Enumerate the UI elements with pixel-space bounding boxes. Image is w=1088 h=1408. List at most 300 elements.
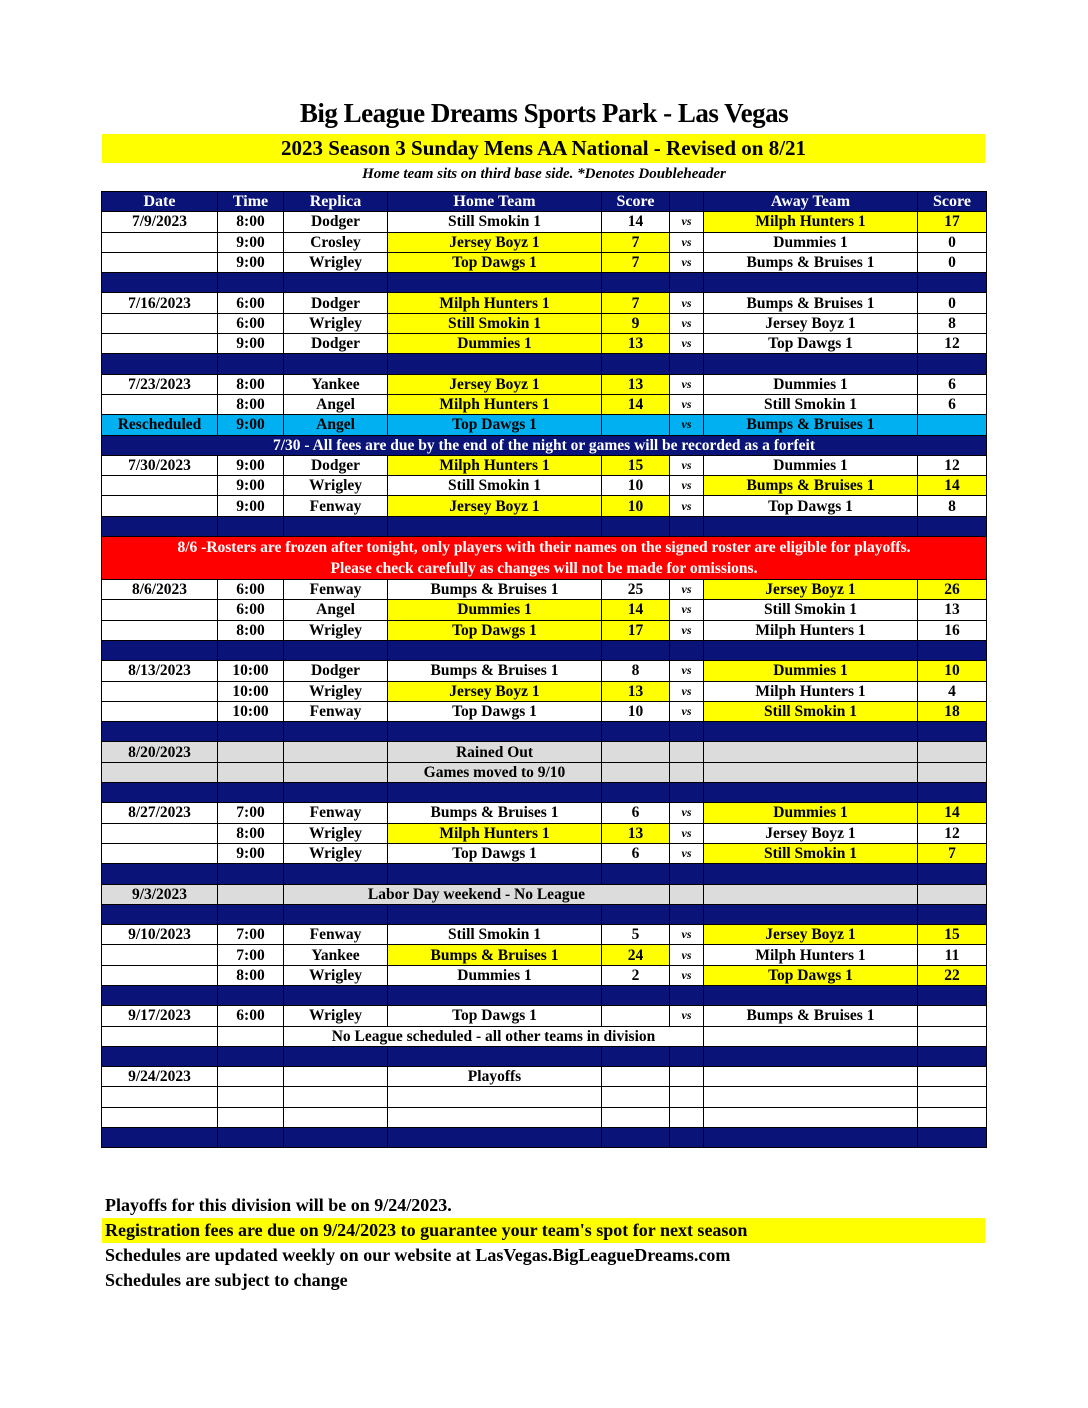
away-score: 0: [918, 252, 987, 272]
home-score: 7: [602, 293, 670, 313]
separator-cell: [602, 640, 670, 660]
home-score: 9: [602, 313, 670, 333]
playoffs-note: Playoffs for this division will be on 9/24/2023.: [105, 1195, 452, 1215]
game-date: Rescheduled: [102, 415, 218, 435]
separator-cell: [218, 1046, 284, 1066]
game-row: [102, 1006, 987, 1026]
home-score: 7: [602, 232, 670, 252]
empty-cell: [704, 742, 918, 762]
separator-cell: [102, 516, 218, 536]
game-date: [102, 681, 218, 701]
away-team: Bumps & Bruises 1: [704, 1006, 918, 1026]
away-team: Bumps & Bruises 1: [704, 476, 918, 496]
field-replica: Dodger: [284, 293, 388, 313]
separator-cell: [602, 516, 670, 536]
game-time: 6:00: [218, 1006, 284, 1026]
empty-cell: [918, 1107, 987, 1127]
away-score: 26: [918, 580, 987, 600]
field-replica: Wrigley: [284, 965, 388, 985]
game-time: 6:00: [218, 313, 284, 333]
empty-cell: [704, 1087, 918, 1107]
header-replica: Replica: [284, 192, 388, 212]
away-team: Milph Hunters 1: [704, 212, 918, 232]
empty-cell: [704, 1067, 918, 1087]
empty-cell: [218, 1107, 284, 1127]
away-team: Milph Hunters 1: [704, 620, 918, 640]
separator-cell: [602, 904, 670, 924]
separator-cell: [218, 354, 284, 374]
empty-cell: [602, 1107, 670, 1127]
field-replica: Dodger: [284, 334, 388, 354]
separator-cell: [218, 516, 284, 536]
away-team: Jersey Boyz 1: [704, 580, 918, 600]
separator-cell: [704, 640, 918, 660]
home-score: 14: [602, 394, 670, 414]
away-score: 16: [918, 620, 987, 640]
separator-cell: [602, 985, 670, 1005]
game-date: [102, 252, 218, 272]
empty-cell: [218, 1087, 284, 1107]
away-score: 10: [918, 661, 987, 681]
week-separator: [102, 864, 987, 884]
game-time: 9:00: [218, 232, 284, 252]
separator-cell: [284, 864, 388, 884]
holiday-row: [102, 884, 987, 904]
home-team: Top Dawgs 1: [388, 701, 602, 721]
game-date: 7/9/2023: [102, 212, 218, 232]
home-score: 7: [602, 252, 670, 272]
game-time: 7:00: [218, 803, 284, 823]
separator-cell: [670, 864, 704, 884]
home-team: Top Dawgs 1: [388, 843, 602, 863]
away-score: 11: [918, 945, 987, 965]
game-row: [102, 232, 987, 252]
away-score: 14: [918, 803, 987, 823]
game-row: [102, 620, 987, 640]
empty-cell: [284, 1107, 388, 1127]
home-score: 5: [602, 925, 670, 945]
game-date: [102, 701, 218, 721]
website-note: Schedules are updated weekly on our website at LasVegas.BigLeagueDreams.com: [105, 1245, 731, 1265]
game-date: [102, 313, 218, 333]
game-time: 9:00: [218, 252, 284, 272]
home-team: Top Dawgs 1: [388, 620, 602, 640]
playoffs-text: [388, 1107, 602, 1127]
vs-label: vs: [670, 394, 704, 414]
game-date: [102, 945, 218, 965]
week-separator: [102, 516, 987, 536]
field-replica: Wrigley: [284, 681, 388, 701]
game-row: [102, 293, 987, 313]
away-score: 12: [918, 334, 987, 354]
away-team: Bumps & Bruises 1: [704, 293, 918, 313]
game-date: [102, 965, 218, 985]
game-row: [102, 945, 987, 965]
empty-cell: [918, 1067, 987, 1087]
empty-cell: [670, 1087, 704, 1107]
rainout-row: [102, 762, 987, 782]
game-time: 10:00: [218, 681, 284, 701]
away-team: Top Dawgs 1: [704, 496, 918, 516]
empty-cell: [284, 742, 388, 762]
field-replica: Wrigley: [284, 620, 388, 640]
game-time: 6:00: [218, 600, 284, 620]
away-score: 13: [918, 600, 987, 620]
separator-cell: [602, 864, 670, 884]
rainout-text: Rained Out: [388, 742, 602, 762]
field-replica: Dodger: [284, 455, 388, 475]
game-date: [102, 600, 218, 620]
empty-cell: [670, 1067, 704, 1087]
field-replica: Wrigley: [284, 313, 388, 333]
empty-cell: [918, 884, 987, 904]
game-row: [102, 681, 987, 701]
game-row: [102, 496, 987, 516]
game-time: 6:00: [218, 293, 284, 313]
vs-label: vs: [670, 620, 704, 640]
empty-cell: [218, 762, 284, 782]
vs-label: vs: [670, 965, 704, 985]
separator-cell: [918, 783, 987, 803]
empty-cell: [704, 762, 918, 782]
header-time: Time: [218, 192, 284, 212]
separator-cell: [918, 722, 987, 742]
game-time: 6:00: [218, 580, 284, 600]
home-team: Still Smokin 1: [388, 925, 602, 945]
vs-label: vs: [670, 600, 704, 620]
separator-cell: [218, 722, 284, 742]
home-score: [602, 415, 670, 435]
separator-cell: [918, 1046, 987, 1066]
separator-cell: [218, 985, 284, 1005]
separator-cell: [102, 783, 218, 803]
vs-label: vs: [670, 455, 704, 475]
away-team: Still Smokin 1: [704, 701, 918, 721]
game-time: 9:00: [218, 334, 284, 354]
home-team: Top Dawgs 1: [388, 1006, 602, 1026]
change-note: Schedules are subject to change: [105, 1270, 348, 1290]
game-date: 9/17/2023: [102, 1006, 218, 1026]
separator-cell: [918, 1128, 987, 1148]
away-score: 14: [918, 476, 987, 496]
empty-cell: [602, 1087, 670, 1107]
home-team: Jersey Boyz 1: [388, 496, 602, 516]
game-date: 9/3/2023: [102, 884, 218, 904]
separator-cell: [704, 1046, 918, 1066]
empty-cell: [918, 762, 987, 782]
header-row: [102, 192, 987, 212]
away-team: Milph Hunters 1: [704, 681, 918, 701]
away-team: Bumps & Bruises 1: [704, 252, 918, 272]
game-date: [102, 843, 218, 863]
separator-cell: [670, 783, 704, 803]
separator-cell: [102, 640, 218, 660]
home-team: Jersey Boyz 1: [388, 374, 602, 394]
field-replica: Wrigley: [284, 476, 388, 496]
home-team: Still Smokin 1: [388, 313, 602, 333]
empty-cell: [918, 742, 987, 762]
separator-cell: [102, 1046, 218, 1066]
empty-cell: [918, 1026, 987, 1046]
playoffs-text: [388, 1087, 602, 1107]
separator-cell: [704, 722, 918, 742]
game-row: [102, 843, 987, 863]
fees-notice: 7/30 - All fees are due by the end of the night or games will be recorded as a forfeit: [102, 435, 987, 455]
away-team: Top Dawgs 1: [704, 334, 918, 354]
registration-note: Registration fees are due on 9/24/2023 to guarantee your team's spot for next season: [102, 1218, 985, 1243]
separator-cell: [704, 516, 918, 536]
field-replica: Angel: [284, 415, 388, 435]
week-separator: [102, 904, 987, 924]
separator-cell: [670, 1128, 704, 1148]
separator-cell: [602, 354, 670, 374]
game-time: 8:00: [218, 965, 284, 985]
bye-row: [102, 1026, 987, 1046]
separator-cell: [102, 904, 218, 924]
field-replica: Fenway: [284, 580, 388, 600]
home-team: Bumps & Bruises 1: [388, 661, 602, 681]
game-date: [102, 496, 218, 516]
game-date: 8/13/2023: [102, 661, 218, 681]
empty-cell: [602, 762, 670, 782]
home-team: Dummies 1: [388, 334, 602, 354]
separator-cell: [388, 1128, 602, 1148]
game-time: 10:00: [218, 661, 284, 681]
game-date: [102, 1107, 218, 1127]
home-score: 6: [602, 803, 670, 823]
separator-cell: [102, 354, 218, 374]
empty-cell: [704, 1107, 918, 1127]
separator-cell: [218, 864, 284, 884]
away-score: 6: [918, 394, 987, 414]
separator-cell: [704, 273, 918, 293]
home-team-note: Home team sits on third base side. *Denotes Doubleheader: [362, 166, 726, 182]
empty-cell: [918, 1087, 987, 1107]
home-team: Milph Hunters 1: [388, 394, 602, 414]
header-vs: [670, 192, 704, 212]
vs-label: vs: [670, 1006, 704, 1026]
game-row: [102, 965, 987, 985]
home-team: Milph Hunters 1: [388, 293, 602, 313]
empty-cell: [218, 1067, 284, 1087]
vs-label: vs: [670, 496, 704, 516]
separator-cell: [284, 354, 388, 374]
separator-cell: [918, 640, 987, 660]
empty-cell: [670, 1107, 704, 1127]
separator-cell: [102, 864, 218, 884]
game-row: [102, 252, 987, 272]
game-date: [102, 1087, 218, 1107]
week-separator: [102, 783, 987, 803]
separator-cell: [602, 722, 670, 742]
separator-cell: [602, 273, 670, 293]
empty-cell: [218, 742, 284, 762]
field-replica: Fenway: [284, 701, 388, 721]
home-team: Still Smokin 1: [388, 212, 602, 232]
field-replica: Wrigley: [284, 252, 388, 272]
separator-cell: [704, 354, 918, 374]
vs-label: vs: [670, 313, 704, 333]
away-team: Dummies 1: [704, 803, 918, 823]
separator-cell: [704, 783, 918, 803]
home-score: 2: [602, 965, 670, 985]
header-date: Date: [102, 192, 218, 212]
field-replica: Wrigley: [284, 1006, 388, 1026]
header-home-score: Score: [602, 192, 670, 212]
home-team: Bumps & Bruises 1: [388, 803, 602, 823]
separator-cell: [602, 1128, 670, 1148]
separator-cell: [918, 985, 987, 1005]
empty-cell: [670, 742, 704, 762]
division-subtitle: 2023 Season 3 Sunday Mens AA National - Revised on 8/21: [102, 134, 985, 163]
away-team: Dummies 1: [704, 661, 918, 681]
away-score: [918, 415, 987, 435]
home-team: Bumps & Bruises 1: [388, 945, 602, 965]
header-away-score: Score: [918, 192, 987, 212]
away-team: Top Dawgs 1: [704, 965, 918, 985]
separator-cell: [284, 516, 388, 536]
playoffs-row: [102, 1087, 987, 1107]
separator-cell: [670, 1046, 704, 1066]
separator-cell: [704, 1128, 918, 1148]
game-time: 9:00: [218, 843, 284, 863]
separator-cell: [602, 1046, 670, 1066]
vs-label: vs: [670, 945, 704, 965]
vs-label: vs: [670, 580, 704, 600]
home-score: 8: [602, 661, 670, 681]
vs-label: vs: [670, 252, 704, 272]
separator-cell: [670, 722, 704, 742]
empty-cell: [284, 1087, 388, 1107]
separator-cell: [284, 1046, 388, 1066]
roster-notice-line-2: Please check carefully as changes will not be made for omissions.: [330, 560, 758, 578]
vs-label: vs: [670, 232, 704, 252]
schedule-table: [101, 191, 987, 1148]
page-title: Big League Dreams Sports Park - Las Vegas: [299, 98, 789, 128]
away-score: 12: [918, 823, 987, 843]
separator-cell: [918, 904, 987, 924]
away-team: Still Smokin 1: [704, 394, 918, 414]
rainout-text: Games moved to 9/10: [388, 762, 602, 782]
home-score: 14: [602, 600, 670, 620]
separator-cell: [218, 1128, 284, 1148]
home-score: 13: [602, 681, 670, 701]
separator-cell: [670, 273, 704, 293]
separator-cell: [388, 904, 602, 924]
home-team: Milph Hunters 1: [388, 823, 602, 843]
game-date: 9/10/2023: [102, 925, 218, 945]
field-replica: Fenway: [284, 925, 388, 945]
vs-label: vs: [670, 681, 704, 701]
separator-cell: [918, 354, 987, 374]
week-separator: [102, 640, 987, 660]
bye-text: No League scheduled - all other teams in division: [284, 1026, 704, 1046]
game-date: [102, 476, 218, 496]
game-row: [102, 803, 987, 823]
game-time: 9:00: [218, 455, 284, 475]
roster-notice-row: [102, 537, 987, 580]
separator-cell: [284, 640, 388, 660]
game-time: 9:00: [218, 415, 284, 435]
away-team: Jersey Boyz 1: [704, 925, 918, 945]
separator-cell: [670, 640, 704, 660]
home-team: Jersey Boyz 1: [388, 232, 602, 252]
away-team: Dummies 1: [704, 455, 918, 475]
game-time: 8:00: [218, 620, 284, 640]
separator-cell: [388, 273, 602, 293]
vs-label: vs: [670, 823, 704, 843]
home-score: 10: [602, 476, 670, 496]
game-row: [102, 476, 987, 496]
game-date: [102, 334, 218, 354]
roster-notice-line-1: 8/6 -Rosters are frozen after tonight, only players with their names on the signed roster are eligible for playoffs.: [177, 539, 911, 557]
empty-cell: [602, 1067, 670, 1087]
week-separator: [102, 985, 987, 1005]
away-team: Milph Hunters 1: [704, 945, 918, 965]
week-separator: [102, 1128, 987, 1148]
field-replica: Wrigley: [284, 843, 388, 863]
away-score: 22: [918, 965, 987, 985]
home-score: [602, 1006, 670, 1026]
home-score: 25: [602, 580, 670, 600]
separator-cell: [102, 985, 218, 1005]
field-replica: Yankee: [284, 945, 388, 965]
separator-cell: [704, 904, 918, 924]
home-score: 17: [602, 620, 670, 640]
separator-cell: [218, 273, 284, 293]
game-time: 8:00: [218, 394, 284, 414]
game-time: 9:00: [218, 476, 284, 496]
vs-label: vs: [670, 374, 704, 394]
week-separator: [102, 354, 987, 374]
home-score: 14: [602, 212, 670, 232]
separator-cell: [284, 783, 388, 803]
away-score: 4: [918, 681, 987, 701]
rainout-row: [102, 742, 987, 762]
game-date: [102, 620, 218, 640]
away-score: 18: [918, 701, 987, 721]
home-team: Bumps & Bruises 1: [388, 580, 602, 600]
home-score: 6: [602, 843, 670, 863]
empty-cell: [704, 884, 918, 904]
home-team: Milph Hunters 1: [388, 455, 602, 475]
game-date: 8/20/2023: [102, 742, 218, 762]
separator-cell: [704, 864, 918, 884]
separator-cell: [284, 273, 388, 293]
game-date: [102, 232, 218, 252]
game-row: [102, 580, 987, 600]
week-separator: [102, 722, 987, 742]
away-team: Jersey Boyz 1: [704, 313, 918, 333]
away-score: 0: [918, 293, 987, 313]
separator-cell: [918, 516, 987, 536]
separator-cell: [284, 1128, 388, 1148]
playoffs-row: [102, 1107, 987, 1127]
game-row: [102, 925, 987, 945]
vs-label: vs: [670, 843, 704, 863]
separator-cell: [918, 864, 987, 884]
vs-label: vs: [670, 212, 704, 232]
separator-cell: [218, 783, 284, 803]
game-row: [102, 823, 987, 843]
home-score: 24: [602, 945, 670, 965]
home-team: Top Dawgs 1: [388, 252, 602, 272]
playoffs-row: [102, 1067, 987, 1087]
separator-cell: [388, 640, 602, 660]
separator-cell: [388, 783, 602, 803]
field-replica: Fenway: [284, 803, 388, 823]
separator-cell: [388, 354, 602, 374]
